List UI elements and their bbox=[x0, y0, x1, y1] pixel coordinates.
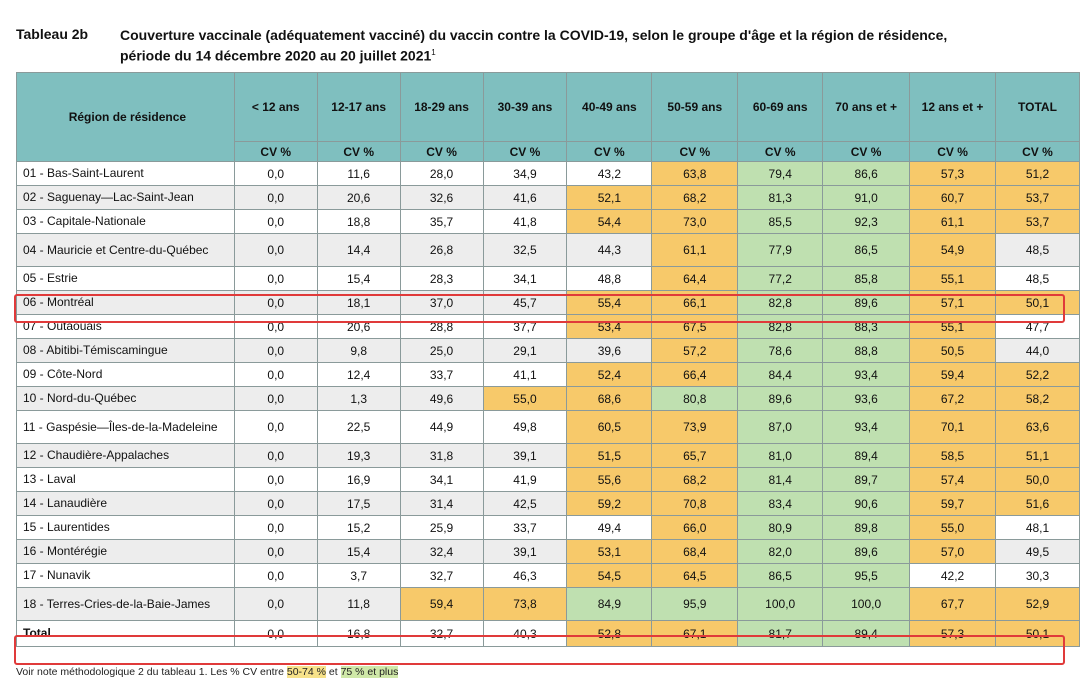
cv-value-cell: 41,8 bbox=[483, 210, 567, 234]
cv-value-cell: 0,0 bbox=[234, 363, 317, 387]
cv-value-cell: 86,5 bbox=[823, 234, 910, 267]
region-name: 17 - Nunavik bbox=[17, 564, 235, 588]
cv-value-cell: 60,7 bbox=[910, 186, 996, 210]
cv-value-cell: 33,7 bbox=[400, 363, 483, 387]
table-row bbox=[17, 411, 1080, 444]
cv-value-cell: 32,5 bbox=[483, 234, 567, 267]
cv-value-cell: 73,8 bbox=[483, 588, 567, 621]
cv-value-cell: 0,0 bbox=[234, 411, 317, 444]
cv-value-cell: 39,6 bbox=[567, 339, 652, 363]
cv-value-cell: 66,4 bbox=[652, 363, 738, 387]
table-row bbox=[17, 588, 1080, 621]
table-row bbox=[17, 540, 1080, 564]
cv-value-cell: 64,5 bbox=[652, 564, 738, 588]
cv-value-cell: 73,9 bbox=[652, 411, 738, 444]
region-name: 09 - Côte-Nord bbox=[17, 363, 235, 387]
cv-value-cell: 51,1 bbox=[995, 444, 1079, 468]
cv-value-cell: 48,5 bbox=[995, 234, 1079, 267]
cv-value-cell: 66,0 bbox=[652, 516, 738, 540]
cv-value-cell: 52,1 bbox=[567, 186, 652, 210]
cv-value-cell: 0,0 bbox=[234, 588, 317, 621]
cv-value-cell: 70,1 bbox=[910, 411, 996, 444]
cv-value-cell: 0,0 bbox=[234, 234, 317, 267]
total-value-cell: 16,8 bbox=[317, 621, 400, 647]
cv-value-cell: 55,4 bbox=[567, 291, 652, 315]
age-column-header: 12 ans et + bbox=[910, 73, 996, 142]
cv-percent-header: CV % bbox=[317, 142, 400, 162]
age-column-header: 70 ans et + bbox=[823, 73, 910, 142]
cv-value-cell: 44,9 bbox=[400, 411, 483, 444]
table-row bbox=[17, 516, 1080, 540]
cv-value-cell: 86,5 bbox=[738, 564, 823, 588]
cv-value-cell: 34,1 bbox=[483, 267, 567, 291]
cv-value-cell: 63,8 bbox=[652, 162, 738, 186]
cv-value-cell: 80,8 bbox=[652, 387, 738, 411]
cv-value-cell: 67,2 bbox=[910, 387, 996, 411]
cv-value-cell: 88,3 bbox=[823, 315, 910, 339]
cv-value-cell: 37,7 bbox=[483, 315, 567, 339]
cv-value-cell: 66,1 bbox=[652, 291, 738, 315]
cv-value-cell: 0,0 bbox=[234, 564, 317, 588]
total-value-cell: 57,3 bbox=[910, 621, 996, 647]
cv-value-cell: 88,8 bbox=[823, 339, 910, 363]
cv-value-cell: 87,0 bbox=[738, 411, 823, 444]
cv-value-cell: 57,3 bbox=[910, 162, 996, 186]
region-name: 18 - Terres-Cries-de-la-Baie-James bbox=[17, 588, 235, 621]
cv-percent-header: CV % bbox=[995, 142, 1079, 162]
cv-value-cell: 55,0 bbox=[483, 387, 567, 411]
region-name: 12 - Chaudière-Appalaches bbox=[17, 444, 235, 468]
cv-value-cell: 43,2 bbox=[567, 162, 652, 186]
cv-value-cell: 39,1 bbox=[483, 540, 567, 564]
cv-value-cell: 42,2 bbox=[910, 564, 996, 588]
cv-value-cell: 0,0 bbox=[234, 291, 317, 315]
cv-value-cell: 53,7 bbox=[995, 210, 1079, 234]
cv-value-cell: 0,0 bbox=[234, 210, 317, 234]
cv-value-cell: 65,7 bbox=[652, 444, 738, 468]
age-column-header: < 12 ans bbox=[234, 73, 317, 142]
cv-value-cell: 9,8 bbox=[317, 339, 400, 363]
cv-value-cell: 93,6 bbox=[823, 387, 910, 411]
cv-value-cell: 41,9 bbox=[483, 468, 567, 492]
total-value-cell: 81,7 bbox=[738, 621, 823, 647]
cv-value-cell: 50,0 bbox=[995, 468, 1079, 492]
cv-value-cell: 49,4 bbox=[567, 516, 652, 540]
table-row bbox=[17, 387, 1080, 411]
cv-value-cell: 0,0 bbox=[234, 267, 317, 291]
cv-value-cell: 81,0 bbox=[738, 444, 823, 468]
cv-value-cell: 83,4 bbox=[738, 492, 823, 516]
cv-value-cell: 51,2 bbox=[995, 162, 1079, 186]
cv-value-cell: 52,4 bbox=[567, 363, 652, 387]
table-row bbox=[17, 186, 1080, 210]
vaccination-coverage-table bbox=[16, 72, 1080, 647]
region-column-header: Région de résidence bbox=[17, 73, 235, 162]
cv-value-cell: 68,2 bbox=[652, 186, 738, 210]
total-label: Total bbox=[17, 621, 235, 647]
cv-value-cell: 84,4 bbox=[738, 363, 823, 387]
total-value-cell: 0,0 bbox=[234, 621, 317, 647]
cv-value-cell: 17,5 bbox=[317, 492, 400, 516]
cv-value-cell: 84,9 bbox=[567, 588, 652, 621]
cv-value-cell: 59,4 bbox=[400, 588, 483, 621]
header-row-age-groups bbox=[17, 73, 1080, 142]
cv-value-cell: 34,9 bbox=[483, 162, 567, 186]
cv-value-cell: 54,9 bbox=[910, 234, 996, 267]
cv-value-cell: 0,0 bbox=[234, 315, 317, 339]
table-row bbox=[17, 210, 1080, 234]
cv-value-cell: 95,9 bbox=[652, 588, 738, 621]
cv-value-cell: 79,4 bbox=[738, 162, 823, 186]
cv-value-cell: 60,5 bbox=[567, 411, 652, 444]
cv-value-cell: 63,6 bbox=[995, 411, 1079, 444]
cv-value-cell: 16,9 bbox=[317, 468, 400, 492]
cv-value-cell: 19,3 bbox=[317, 444, 400, 468]
cv-value-cell: 31,4 bbox=[400, 492, 483, 516]
region-name: 03 - Capitale-Nationale bbox=[17, 210, 235, 234]
table-row bbox=[17, 444, 1080, 468]
cv-value-cell: 11,8 bbox=[317, 588, 400, 621]
cv-value-cell: 31,8 bbox=[400, 444, 483, 468]
cv-value-cell: 89,6 bbox=[738, 387, 823, 411]
cv-value-cell: 48,1 bbox=[995, 516, 1079, 540]
cv-value-cell: 0,0 bbox=[234, 387, 317, 411]
cv-value-cell: 49,8 bbox=[483, 411, 567, 444]
cv-value-cell: 59,7 bbox=[910, 492, 996, 516]
footnote bbox=[16, 666, 398, 678]
cv-value-cell: 42,5 bbox=[483, 492, 567, 516]
table-row bbox=[17, 363, 1080, 387]
cv-value-cell: 0,0 bbox=[234, 186, 317, 210]
cv-value-cell: 81,4 bbox=[738, 468, 823, 492]
table-row bbox=[17, 339, 1080, 363]
region-name: 01 - Bas-Saint-Laurent bbox=[17, 162, 235, 186]
region-name: 05 - Estrie bbox=[17, 267, 235, 291]
cv-value-cell: 89,6 bbox=[823, 540, 910, 564]
cv-value-cell: 89,8 bbox=[823, 516, 910, 540]
age-column-header: 40-49 ans bbox=[567, 73, 652, 142]
cv-value-cell: 0,0 bbox=[234, 540, 317, 564]
table-row bbox=[17, 315, 1080, 339]
cv-value-cell: 57,1 bbox=[910, 291, 996, 315]
cv-value-cell: 25,9 bbox=[400, 516, 483, 540]
cv-value-cell: 85,5 bbox=[738, 210, 823, 234]
total-value-cell: 32,7 bbox=[400, 621, 483, 647]
footnote-connector: et bbox=[325, 666, 341, 678]
cv-value-cell: 30,3 bbox=[995, 564, 1079, 588]
caption-line-1: Couverture vaccinale (adéquatement vacciné) du vaccin contre la COVID-19, selon le groupe d'âge et la région de résidence, bbox=[120, 27, 948, 43]
cv-value-cell: 18,8 bbox=[317, 210, 400, 234]
cv-value-cell: 0,0 bbox=[234, 444, 317, 468]
age-column-header: 18-29 ans bbox=[400, 73, 483, 142]
cv-value-cell: 53,1 bbox=[567, 540, 652, 564]
region-name: 10 - Nord-du-Québec bbox=[17, 387, 235, 411]
cv-value-cell: 67,7 bbox=[910, 588, 996, 621]
cv-value-cell: 82,0 bbox=[738, 540, 823, 564]
cv-value-cell: 73,0 bbox=[652, 210, 738, 234]
age-column-header: 50-59 ans bbox=[652, 73, 738, 142]
total-value-cell: 67,1 bbox=[652, 621, 738, 647]
cv-value-cell: 59,2 bbox=[567, 492, 652, 516]
cv-value-cell: 77,9 bbox=[738, 234, 823, 267]
region-name: 04 - Mauricie et Centre-du-Québec bbox=[17, 234, 235, 267]
region-name: 15 - Laurentides bbox=[17, 516, 235, 540]
region-name: 11 - Gaspésie—Îles-de-la-Madeleine bbox=[17, 411, 235, 444]
table-caption bbox=[120, 26, 1060, 65]
total-row bbox=[17, 621, 1080, 647]
table-number: Tableau 2b bbox=[16, 26, 89, 42]
cv-value-cell: 32,4 bbox=[400, 540, 483, 564]
cv-percent-header: CV % bbox=[234, 142, 317, 162]
cv-value-cell: 32,7 bbox=[400, 564, 483, 588]
cv-value-cell: 82,8 bbox=[738, 291, 823, 315]
cv-value-cell: 25,0 bbox=[400, 339, 483, 363]
cv-value-cell: 51,6 bbox=[995, 492, 1079, 516]
cv-value-cell: 20,6 bbox=[317, 315, 400, 339]
age-column-header: 12-17 ans bbox=[317, 73, 400, 142]
cv-value-cell: 67,5 bbox=[652, 315, 738, 339]
cv-value-cell: 92,3 bbox=[823, 210, 910, 234]
cv-value-cell: 78,6 bbox=[738, 339, 823, 363]
cv-percent-header: CV % bbox=[823, 142, 910, 162]
cv-value-cell: 51,5 bbox=[567, 444, 652, 468]
cv-value-cell: 54,5 bbox=[567, 564, 652, 588]
cv-value-cell: 33,7 bbox=[483, 516, 567, 540]
cv-value-cell: 54,4 bbox=[567, 210, 652, 234]
cv-percent-header: CV % bbox=[400, 142, 483, 162]
cv-value-cell: 15,4 bbox=[317, 267, 400, 291]
cv-value-cell: 15,2 bbox=[317, 516, 400, 540]
cv-value-cell: 70,8 bbox=[652, 492, 738, 516]
cv-value-cell: 91,0 bbox=[823, 186, 910, 210]
cv-value-cell: 55,1 bbox=[910, 267, 996, 291]
cv-value-cell: 32,6 bbox=[400, 186, 483, 210]
cv-value-cell: 57,4 bbox=[910, 468, 996, 492]
cv-value-cell: 26,8 bbox=[400, 234, 483, 267]
cv-value-cell: 82,8 bbox=[738, 315, 823, 339]
cv-value-cell: 37,0 bbox=[400, 291, 483, 315]
cv-value-cell: 85,8 bbox=[823, 267, 910, 291]
cv-value-cell: 28,3 bbox=[400, 267, 483, 291]
cv-value-cell: 48,8 bbox=[567, 267, 652, 291]
cv-percent-header: CV % bbox=[910, 142, 996, 162]
table-row bbox=[17, 291, 1080, 315]
cv-value-cell: 22,5 bbox=[317, 411, 400, 444]
cv-value-cell: 57,0 bbox=[910, 540, 996, 564]
cv-value-cell: 34,1 bbox=[400, 468, 483, 492]
cv-value-cell: 80,9 bbox=[738, 516, 823, 540]
cv-value-cell: 90,6 bbox=[823, 492, 910, 516]
cv-value-cell: 50,1 bbox=[995, 291, 1079, 315]
cv-value-cell: 14,4 bbox=[317, 234, 400, 267]
cv-value-cell: 35,7 bbox=[400, 210, 483, 234]
cv-value-cell: 11,6 bbox=[317, 162, 400, 186]
cv-value-cell: 89,7 bbox=[823, 468, 910, 492]
region-name: 16 - Montérégie bbox=[17, 540, 235, 564]
cv-value-cell: 58,5 bbox=[910, 444, 996, 468]
total-value-cell: 52,8 bbox=[567, 621, 652, 647]
cv-value-cell: 52,9 bbox=[995, 588, 1079, 621]
cv-value-cell: 45,7 bbox=[483, 291, 567, 315]
cv-value-cell: 95,5 bbox=[823, 564, 910, 588]
cv-percent-header: CV % bbox=[567, 142, 652, 162]
cv-value-cell: 61,1 bbox=[652, 234, 738, 267]
cv-value-cell: 49,5 bbox=[995, 540, 1079, 564]
cv-value-cell: 1,3 bbox=[317, 387, 400, 411]
cv-value-cell: 55,1 bbox=[910, 315, 996, 339]
cv-value-cell: 58,2 bbox=[995, 387, 1079, 411]
cv-value-cell: 89,6 bbox=[823, 291, 910, 315]
region-name: 13 - Laval bbox=[17, 468, 235, 492]
cv-value-cell: 61,1 bbox=[910, 210, 996, 234]
cv-value-cell: 68,4 bbox=[652, 540, 738, 564]
age-column-header: 60-69 ans bbox=[738, 73, 823, 142]
table-row bbox=[17, 492, 1080, 516]
cv-value-cell: 53,7 bbox=[995, 186, 1079, 210]
cv-value-cell: 39,1 bbox=[483, 444, 567, 468]
cv-value-cell: 55,0 bbox=[910, 516, 996, 540]
footnote-text: Voir note méthodologique 2 du tableau 1. Les % CV entre bbox=[16, 666, 287, 678]
cv-value-cell: 0,0 bbox=[234, 468, 317, 492]
cv-value-cell: 49,6 bbox=[400, 387, 483, 411]
total-value-cell: 89,4 bbox=[823, 621, 910, 647]
cv-value-cell: 86,6 bbox=[823, 162, 910, 186]
cv-value-cell: 93,4 bbox=[823, 411, 910, 444]
cv-value-cell: 18,1 bbox=[317, 291, 400, 315]
cv-value-cell: 15,4 bbox=[317, 540, 400, 564]
table-row bbox=[17, 468, 1080, 492]
age-column-header: 30-39 ans bbox=[483, 73, 567, 142]
region-name: 06 - Montréal bbox=[17, 291, 235, 315]
cv-value-cell: 81,3 bbox=[738, 186, 823, 210]
cv-value-cell: 3,7 bbox=[317, 564, 400, 588]
region-name: 08 - Abitibi-Témiscamingue bbox=[17, 339, 235, 363]
cv-value-cell: 59,4 bbox=[910, 363, 996, 387]
cv-value-cell: 12,4 bbox=[317, 363, 400, 387]
total-value-cell: 50,1 bbox=[995, 621, 1079, 647]
region-name: 14 - Lanaudière bbox=[17, 492, 235, 516]
cv-value-cell: 55,6 bbox=[567, 468, 652, 492]
footnote-range-75-plus: 75 % et plus bbox=[340, 666, 399, 678]
table-row bbox=[17, 564, 1080, 588]
footnote-range-50-74: 50-74 % bbox=[286, 666, 326, 678]
cv-value-cell: 57,2 bbox=[652, 339, 738, 363]
cv-value-cell: 100,0 bbox=[823, 588, 910, 621]
cv-value-cell: 0,0 bbox=[234, 492, 317, 516]
cv-value-cell: 47,7 bbox=[995, 315, 1079, 339]
cv-value-cell: 41,1 bbox=[483, 363, 567, 387]
cv-value-cell: 93,4 bbox=[823, 363, 910, 387]
table-row bbox=[17, 267, 1080, 291]
cv-value-cell: 28,8 bbox=[400, 315, 483, 339]
cv-value-cell: 53,4 bbox=[567, 315, 652, 339]
table-row bbox=[17, 162, 1080, 186]
cv-value-cell: 28,0 bbox=[400, 162, 483, 186]
cv-value-cell: 44,3 bbox=[567, 234, 652, 267]
cv-value-cell: 64,4 bbox=[652, 267, 738, 291]
cv-percent-header: CV % bbox=[652, 142, 738, 162]
table-row bbox=[17, 234, 1080, 267]
cv-value-cell: 89,4 bbox=[823, 444, 910, 468]
cv-value-cell: 46,3 bbox=[483, 564, 567, 588]
cv-value-cell: 20,6 bbox=[317, 186, 400, 210]
cv-value-cell: 50,5 bbox=[910, 339, 996, 363]
region-name: 02 - Saguenay—Lac-Saint-Jean bbox=[17, 186, 235, 210]
cv-value-cell: 77,2 bbox=[738, 267, 823, 291]
caption-line-2: période du 14 décembre 2020 au 20 juillet 2021 bbox=[120, 47, 432, 64]
age-column-header: TOTAL bbox=[995, 73, 1079, 142]
cv-value-cell: 29,1 bbox=[483, 339, 567, 363]
cv-value-cell: 0,0 bbox=[234, 339, 317, 363]
region-name: 07 - Outaouais bbox=[17, 315, 235, 339]
cv-percent-header: CV % bbox=[738, 142, 823, 162]
caption-footnote-ref: 1 bbox=[431, 48, 436, 57]
cv-value-cell: 44,0 bbox=[995, 339, 1079, 363]
cv-value-cell: 52,2 bbox=[995, 363, 1079, 387]
cv-percent-header: CV % bbox=[483, 142, 567, 162]
cv-value-cell: 100,0 bbox=[738, 588, 823, 621]
cv-value-cell: 48,5 bbox=[995, 267, 1079, 291]
cv-value-cell: 0,0 bbox=[234, 162, 317, 186]
total-value-cell: 40,3 bbox=[483, 621, 567, 647]
cv-value-cell: 68,2 bbox=[652, 468, 738, 492]
cv-value-cell: 41,6 bbox=[483, 186, 567, 210]
cv-value-cell: 0,0 bbox=[234, 516, 317, 540]
cv-value-cell: 68,6 bbox=[567, 387, 652, 411]
